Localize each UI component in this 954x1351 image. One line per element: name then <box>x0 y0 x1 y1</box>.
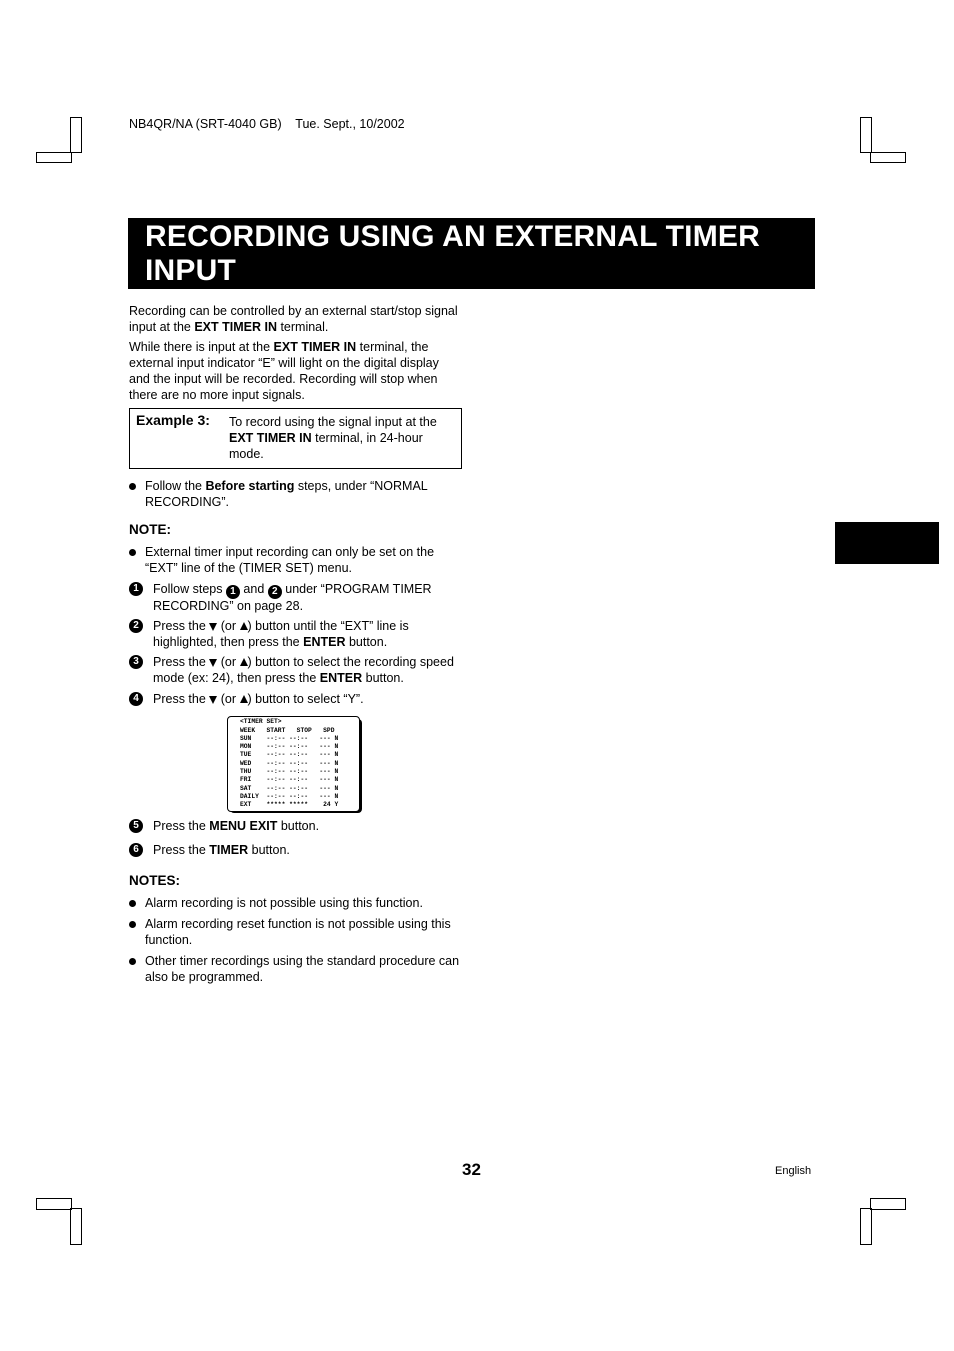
page-title <box>145 220 805 288</box>
crop-mark <box>36 1198 72 1210</box>
bullet-icon <box>129 921 136 928</box>
up-arrow-icon <box>240 695 248 703</box>
bullet-icon <box>129 900 136 907</box>
screen-line: THU --:-- --:-- --- N <box>240 768 339 775</box>
document-header: NB4QR/NA (SRT-4040 GB) Tue. Sept., 10/2002 <box>129 117 405 131</box>
timer-set-screen <box>227 716 360 812</box>
crop-mark <box>860 1208 872 1245</box>
bullet-icon <box>129 483 136 490</box>
crop-mark <box>870 1198 906 1210</box>
section-tab <box>835 522 939 564</box>
title-line-2: INPUT <box>145 254 236 287</box>
intro-paragraph-1: Recording can be controlled by an external start/stop signal input at the EXT TIMER IN terminal. <box>129 304 458 334</box>
step-number-icon: 1 <box>226 585 240 599</box>
step-number-icon: 6 <box>129 843 143 857</box>
screen-line: DAILY --:-- --:-- --- N <box>240 792 339 800</box>
screen-line: TUE --:-- --:-- --- N <box>240 751 339 759</box>
example-box <box>129 408 462 469</box>
screen-line: EXT ***** ***** 24 Y <box>240 801 339 809</box>
screen-line: FRI --:-- --:-- --- N <box>240 776 339 784</box>
note-heading: NOTE: <box>129 522 171 537</box>
up-arrow-icon <box>240 622 248 630</box>
screen-line: SUN --:-- --:-- --- N <box>240 734 339 742</box>
screen-line: WED --:-- --:-- --- N <box>240 759 339 767</box>
notes-heading: NOTES: <box>129 873 181 888</box>
screen-line: MON --:-- --:-- --- N <box>240 743 339 751</box>
intro-paragraph-2: While there is input at the EXT TIMER IN terminal, the external input indicator “E” will light on the digital display and the input will be recorded. Recording will stop when there are no more input signals. <box>129 340 439 402</box>
step-number-icon: 5 <box>129 819 143 833</box>
step-number-icon: 2 <box>268 585 282 599</box>
step-number-icon: 1 <box>129 582 143 596</box>
up-arrow-icon <box>240 658 248 666</box>
screen-line: WEEK START STOP SPD <box>240 726 335 734</box>
example-label: Example 3: <box>136 412 210 428</box>
language-label: English <box>775 1165 812 1177</box>
title-line-1: RECORDING USING AN EXTERNAL TIMER <box>145 220 760 253</box>
crop-mark <box>70 117 82 153</box>
example-text: To record using the signal input at the EXT TIMER IN terminal, in 24-hour mode. <box>229 415 437 461</box>
step-number-icon: 2 <box>129 619 143 633</box>
crop-mark <box>870 152 906 163</box>
bullet-icon <box>129 958 136 965</box>
page-number: 32 <box>462 1160 481 1179</box>
step-number-icon: 4 <box>129 692 143 706</box>
screen-line: <TIMER SET> <box>240 718 282 725</box>
crop-mark <box>70 1208 82 1245</box>
title-banner <box>128 218 815 289</box>
screen-line: SAT --:-- --:-- --- N <box>240 784 339 792</box>
bullet-icon <box>129 549 136 556</box>
crop-mark <box>860 117 872 153</box>
step-number-icon: 3 <box>129 655 143 669</box>
crop-mark <box>36 152 72 163</box>
